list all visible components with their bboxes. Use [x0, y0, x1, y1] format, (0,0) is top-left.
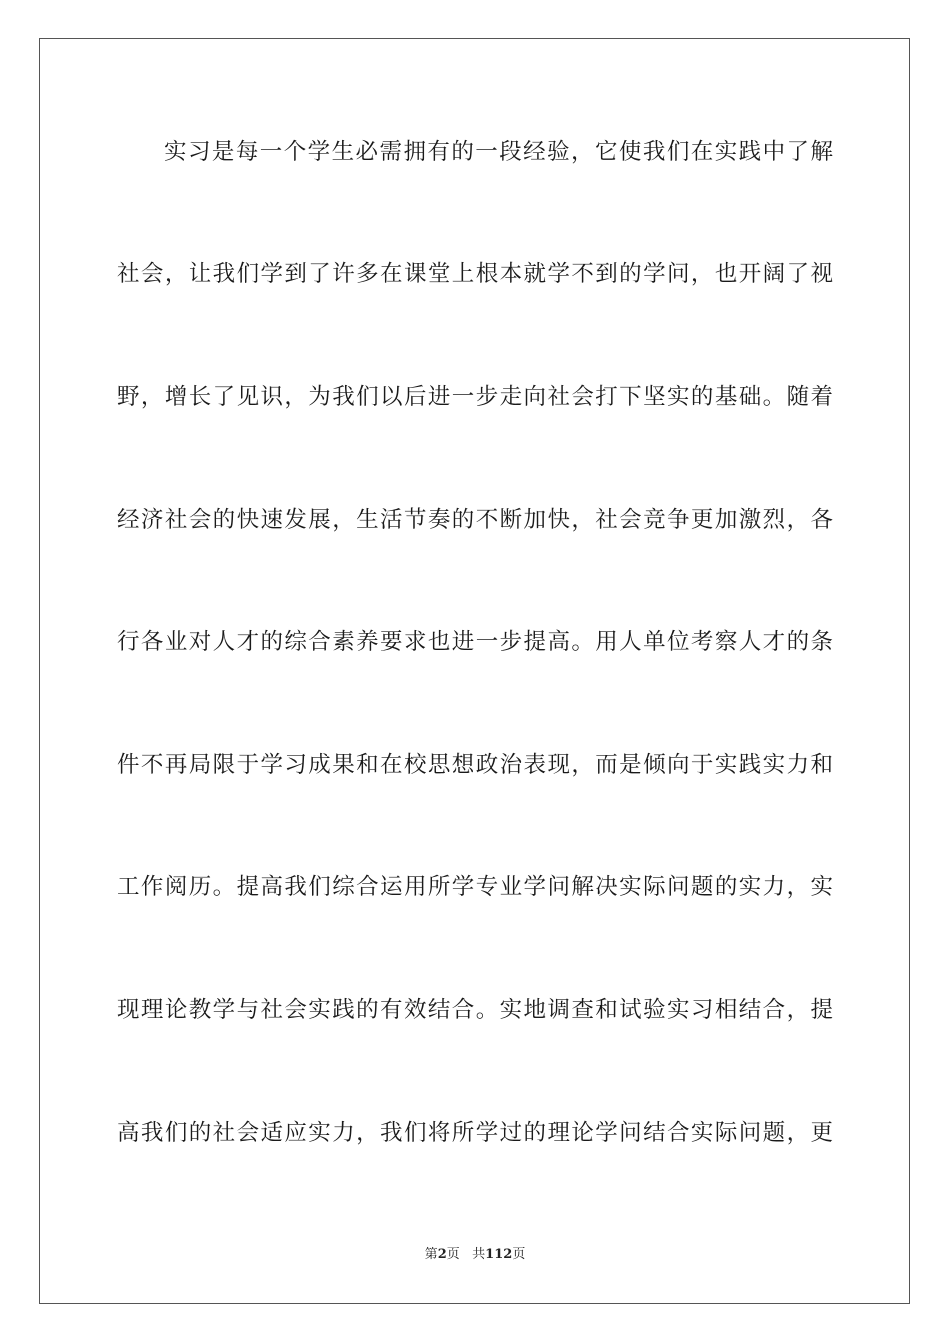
footer-prefix: 第: [424, 1247, 438, 1262]
footer-total-prefix: 共: [472, 1247, 486, 1262]
paragraph-line: 实习是每一个学生必需拥有的一段经验，它使我们在实践中了解: [164, 139, 833, 165]
footer-page-suffix: 页: [446, 1247, 460, 1262]
paragraph-line: 高我们的社会适应实力，我们将所学过的理论学问结合实际问题，更: [117, 1120, 833, 1146]
page-border: [39, 38, 910, 1304]
paragraph-line: 行各业对人才的综合素养要求也进一步提高。用人单位考察人才的条: [117, 629, 833, 655]
paragraph-line: 经济社会的快速发展，生活节奏的不断加快，社会竞争更加激烈，各: [117, 507, 833, 533]
footer-total-suffix: 页: [512, 1247, 526, 1262]
total-pages: 112: [485, 1247, 513, 1262]
page-number: 2: [437, 1247, 447, 1262]
page-footer: [0, 1243, 950, 1262]
paragraph-line: 野，增长了见识，为我们以后进一步走向社会打下坚实的基础。随着: [117, 384, 833, 410]
paragraph-line: 工作阅历。提高我们综合运用所学专业学问解决实际问题的实力，实: [117, 874, 833, 900]
paragraph-line: 社会，让我们学到了许多在课堂上根本就学不到的学问，也开阔了视: [117, 261, 833, 287]
paragraph-line: 件不再局限于学习成果和在校思想政治表现，而是倾向于实践实力和: [117, 752, 833, 778]
paragraph-line: 现理论教学与社会实践的有效结合。实地调查和试验实习相结合，提: [117, 997, 833, 1023]
